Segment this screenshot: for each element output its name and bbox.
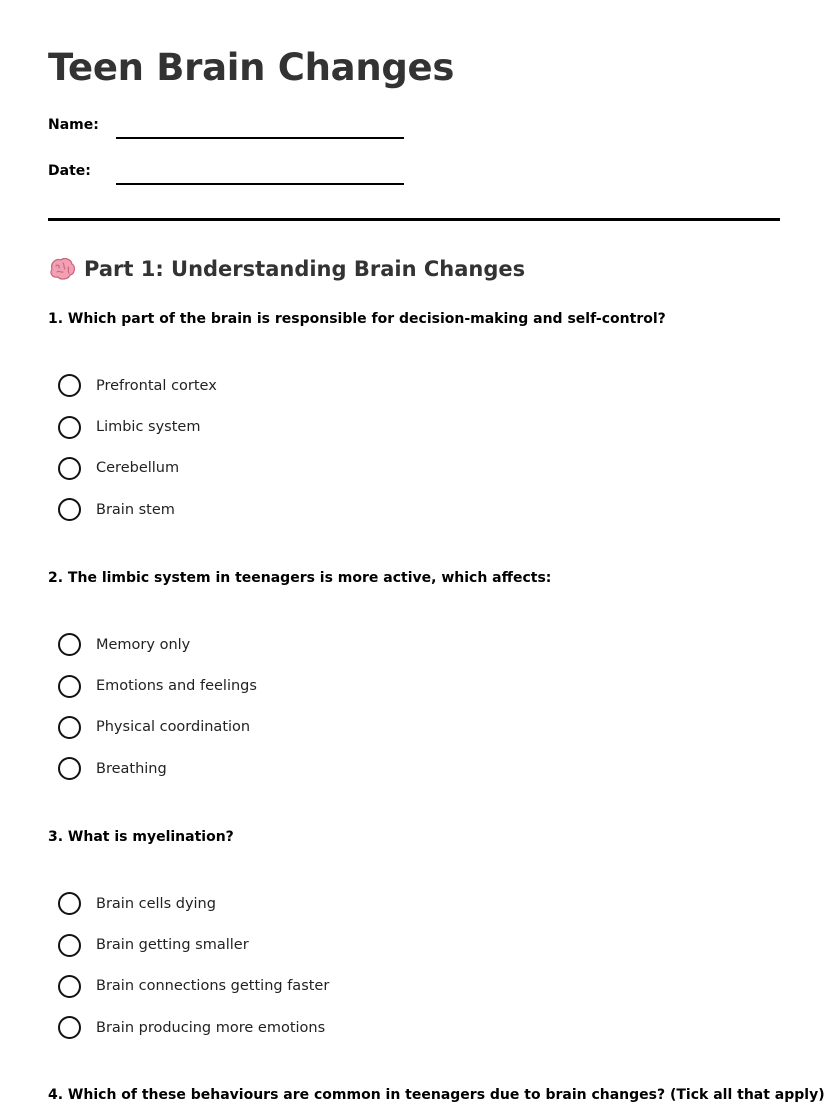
radio-button[interactable] [58,975,81,998]
name-input-line[interactable] [116,137,404,139]
question-text: 1. Which part of the brain is responsible for decision-making and self-control? [48,311,666,327]
radio-button[interactable] [58,1016,81,1039]
option-item[interactable] [58,707,257,748]
question-text: 2. The limbic system in teenagers is more active, which affects: [48,570,552,586]
radio-button[interactable] [58,675,81,698]
section-heading-text: Part 1: Understanding Brain Changes [84,257,526,281]
option-label: Breathing [96,760,167,777]
radio-button[interactable] [58,374,81,397]
radio-button[interactable] [58,716,81,739]
option-item[interactable] [58,748,257,789]
question-text: 3. What is myelination? [48,829,234,845]
date-input-line[interactable] [116,183,404,185]
option-label: Cerebellum [96,460,180,477]
question-1 [48,311,780,518]
radio-button[interactable] [58,457,81,480]
option-label: Brain stem [96,501,175,518]
option-item[interactable] [58,883,329,924]
option-list [58,883,329,1049]
option-item[interactable] [58,665,257,706]
date-label: Date: [48,163,91,179]
radio-button[interactable] [58,416,81,439]
question-3 [48,829,780,1036]
option-label: Limbic system [96,419,201,436]
option-item[interactable] [58,924,329,965]
name-field[interactable] [48,116,408,140]
option-label: Prefrontal cortex [96,377,217,394]
option-label: Brain cells dying [96,895,216,912]
question-text: 4. Which of these behaviours are common in teenagers due to brain changes? (Tick all that apply) [48,1087,825,1103]
radio-button[interactable] [58,892,81,915]
option-label: Brain connections getting faster [96,978,330,995]
radio-button[interactable] [58,498,81,521]
option-item[interactable] [58,1007,329,1048]
radio-button[interactable] [58,757,81,780]
option-label: Brain getting smaller [96,937,249,954]
option-list [58,365,217,531]
option-item[interactable] [58,365,217,406]
brain-icon [48,257,76,281]
header-divider [48,218,780,221]
radio-button[interactable] [58,633,81,656]
option-item[interactable] [58,406,217,447]
option-item[interactable] [58,624,257,665]
option-item[interactable] [58,489,217,530]
date-field[interactable] [48,162,408,186]
option-label: Memory only [96,636,191,653]
option-item[interactable] [58,966,329,1007]
name-label: Name: [48,117,99,133]
page-title: Teen Brain Changes [48,46,455,89]
option-list [58,624,257,790]
option-label: Emotions and feelings [96,678,257,695]
option-label: Physical coordination [96,719,251,736]
section-heading-part-1 [48,257,525,281]
option-label: Brain producing more emotions [96,1019,326,1036]
option-item[interactable] [58,448,217,489]
question-4 [48,1087,825,1103]
question-2 [48,570,780,777]
radio-button[interactable] [58,934,81,957]
